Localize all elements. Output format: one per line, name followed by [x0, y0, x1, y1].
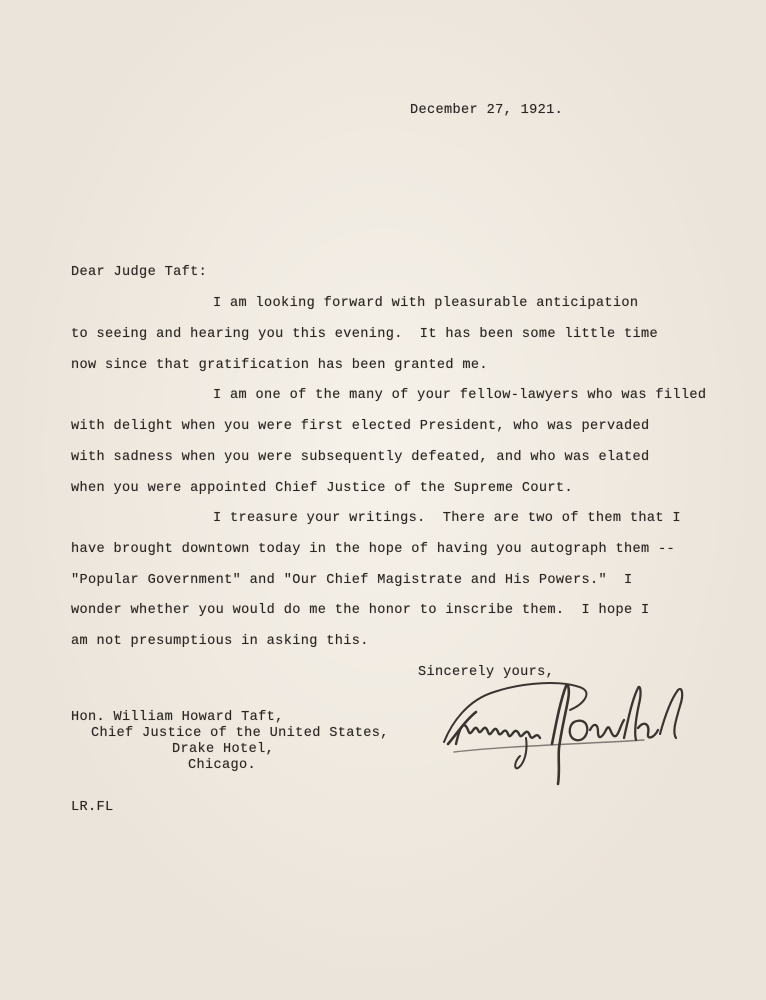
paragraph-3-line-4: wonder whether you would do me the honor to inscribe them. I hope I — [71, 603, 650, 618]
reference-initials: LR.FL — [71, 800, 114, 815]
paragraph-3-line-5: am not presumptious in asking this. — [71, 634, 369, 649]
salutation: Dear Judge Taft: — [71, 265, 208, 280]
paragraph-1-line-2: to seeing and hearing you this evening. It has been some little time — [71, 327, 659, 342]
recipient-line-3: Drake Hotel, — [172, 742, 275, 757]
recipient-line-2: Chief Justice of the United States, — [91, 726, 389, 741]
closing: Sincerely yours, — [418, 665, 555, 680]
letter-date: December 27, 1921. — [410, 103, 564, 118]
paragraph-1-line-1: I am looking forward with pleasurable anticipation — [213, 296, 639, 311]
paragraph-2-line-4: when you were appointed Chief Justice of the Supreme Court. — [71, 481, 573, 496]
paragraph-3-line-1: I treasure your writings. There are two of them that I — [213, 511, 681, 526]
paragraph-3-line-2: have brought downtown today in the hope of having you autograph them -- — [71, 542, 676, 557]
handwritten-signature — [434, 660, 694, 790]
recipient-line-4: Chicago. — [188, 758, 257, 773]
paragraph-2-line-2: with delight when you were first elected President, who was pervaded — [71, 419, 650, 434]
paragraph-2-line-3: with sadness when you were subsequently defeated, and who was elated — [71, 450, 650, 465]
recipient-line-1: Hon. William Howard Taft, — [71, 710, 284, 725]
paragraph-3-line-3: "Popular Government" and "Our Chief Magistrate and His Powers." I — [71, 573, 633, 588]
paragraph-1-line-3: now since that gratification has been granted me. — [71, 358, 488, 373]
paragraph-2-line-1: I am one of the many of your fellow-lawyers who was filled — [213, 388, 707, 403]
